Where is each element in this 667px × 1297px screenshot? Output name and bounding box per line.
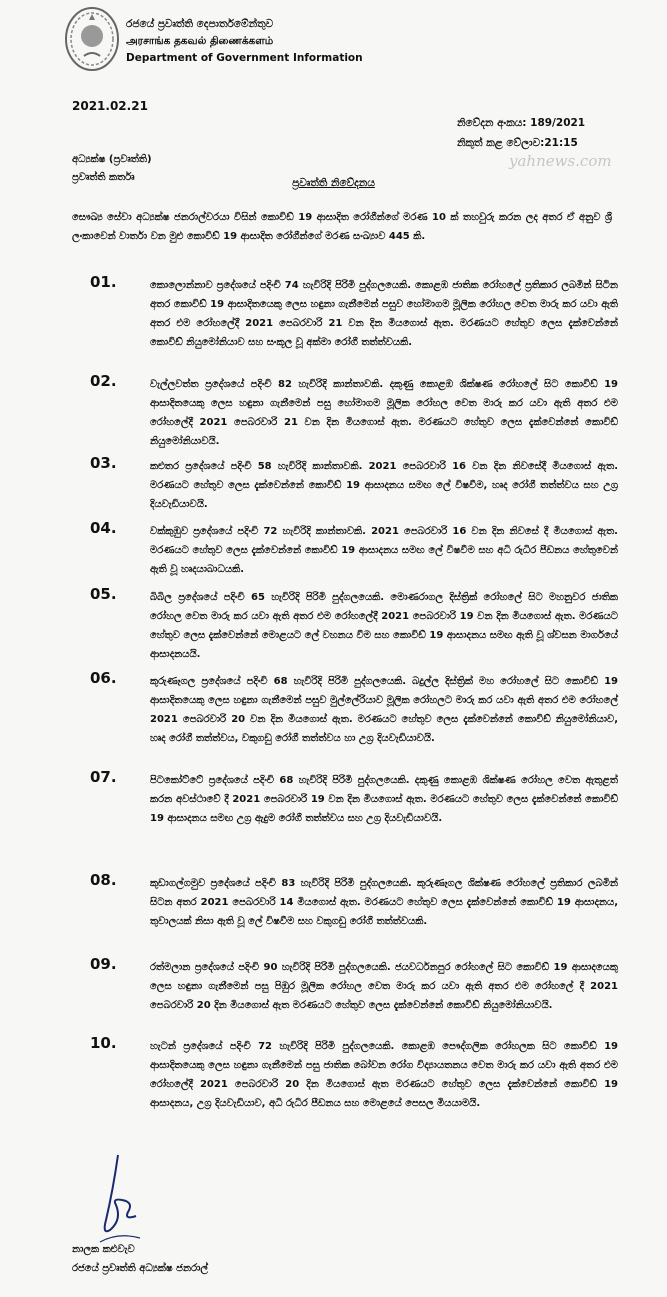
- item-number: 09.: [90, 955, 117, 973]
- signatory-title: රජයේ ප්‍රවෘත්ති අධ්‍යක්ෂ ජනරාල්: [72, 1263, 209, 1274]
- signatory-name: නාලක කළුවැව: [72, 1244, 135, 1255]
- intro-paragraph: සෞඛ්‍ය සේවා අධ්‍යක්ෂ ජනරාල්වරයා විසින් කොවිඩ් 19 ආසාදිත රෝගීන්ගේ මරණ 10 ක් තහවුරු කරන ලද අතර ඒ අනුව ශ්‍රී ලංකාවෙන් වාර්තා වන මුළු කොවිඩ් 19 ආසාදිත රෝගීන්ගේ මරණ සංඛ්‍යාව 445 කි.: [72, 212, 612, 242]
- release-date: 2021.02.21: [72, 99, 148, 113]
- addressee: ප්‍රවෘත්ති කර්තෘ: [72, 172, 135, 183]
- issued-time: නිකුත් කළ වේලාව:21:15: [457, 137, 578, 149]
- watermark: yahnews.com: [509, 152, 612, 170]
- document-heading: ප්‍රවෘත්ති නිවේදනය: [292, 177, 375, 189]
- state-emblem-icon: [64, 6, 120, 72]
- letterhead-english: Department of Government Information: [126, 52, 363, 64]
- item-number: 02.: [90, 372, 117, 390]
- letterhead: [64, 6, 384, 74]
- item-text: රත්මලාන ප්‍රදේශයේ පදිංචි 90 හැවිරිදි පිරිමි පුද්ගලයෙකි. ජයවර්ධනපුර රෝහලේ සිට කොවිඩ් 19 ආසාදයෙකු ලෙස හඳුනා ගැනීමෙන් පසු පිඹුර මූලික රෝහල වෙත මාරු කර යවා ඇති අතර එම රෝහලේ දී 2021 පෙබරවාරි 20 දින මියගොස් ඇත මරණයට හේතුව ලෙස දැක්වෙන්නේ කොවිඩ් නියුමෝනියාවයි.: [150, 962, 618, 1011]
- item-text: කුරුණෑගල ප්‍රදේශයේ පදිංචි 68 හැවිරිදි පිරිමි පුද්ගලයෙකි. බදුල්ල දිස්ත්‍රික් මහ රෝහලේ සිට කොවිඩ් 19 ආසාදිතයෙකු ලෙස හඳුනා ගැනීමෙන් පසුව මුල්ලේරියාව මූලික රෝහලට මාරු කර යවා ඇති අතර එම රෝහලේ 2021 පෙබරවාරි 20 වන දින මියගොස් ඇත. මරණයට හේතුව ලෙස දැක්වෙන්නේ කොවිඩ් නියුමෝනියාව, හෘද රෝගී තත්ත්වය, වකුගඩු රෝගී තත්ත්වය හා උග්‍ර දියවැඩියාවයි.: [150, 676, 618, 744]
- letterhead-tamil: அரசாங்க தகவல் திணைக்களம்: [126, 35, 274, 47]
- item-number: 04.: [90, 519, 117, 537]
- item-text: කොලොන්නාව ප්‍රදේශයේ පදිංචි 74 හැවිරිදි පිරිමි පුද්ගලයෙකි. කොළඹ ජාතික රෝහලේ ප්‍රතිකාර ලබමින් සිටින අතර කොවිඩ් 19 ආසාදිතයෙකු ලෙස හඳුනා ගැනීමෙන් පසුව හෝමාගම මූලික රෝහල වෙත මාරු කර යවා ඇති අතර එම රෝහලේදී 2021 පෙබරවාරි 21 වන දින මියගොස් ඇත. මරණයට හේතුව ලෙස දැක්වෙන්නේ කොවිඩ් නියුමෝනියාව සහ සංකූල වූ අක්මා රෝගී තත්ත්වයකි.: [150, 280, 618, 348]
- signatory-block: [72, 1240, 208, 1278]
- reference-block: [457, 113, 585, 153]
- item-number: 05.: [90, 585, 117, 603]
- signature-image: [88, 1150, 148, 1250]
- addressee: අධ්‍යක්ෂ (ප්‍රවෘත්ති): [72, 154, 152, 165]
- item-text: හැටන් ප්‍රදේශයේ පදිංචි 72 හැවිරිදි පිරිමි පුද්ගලයෙකි. කොළඹ පෞද්ගලික රෝහලක සිට කොවිඩ් 19 ආසාදිතයෙකු ලෙස හඳුනා ගැනීමෙන් පසු ජාතික බෝවන රෝග විද්‍යායතනය වෙත මාරු කර යවා ඇති අතර එම රෝහලේදී 2021 පෙබරවාරි 20 දින මියගොස් ඇත මරණයට හේතුව ලෙස දැක්වෙන්නේ කොවිඩ් 19 ආසාදනය, උග්‍ර දියවැඩියාව, අධි රුධිර පීඩනය සහ මොළයේ පෙසල මියයාමයි.: [150, 1041, 618, 1109]
- item-number: 07.: [90, 768, 117, 786]
- item-number: 08.: [90, 871, 117, 889]
- item-number: 10.: [90, 1034, 117, 1052]
- item-text: කුඩාගල්ගමුව ප්‍රදේශයේ පදිංචි 83 හැවිරිදි පිරිමි පුද්ගලයෙකි. කුරුණෑගල ශික්ෂණ රෝහලේ ප්‍රතිකාර ලබමින් සිටන අතර 2021 පෙබරවාරි 14 මියගොස් ඇත. මරණයට හේතුව ලෙස දැක්වෙන්නේ කොවිඩ් 19 ආසාදනය, තුවාලයක් නිසා ඇති වූ ලේ විෂවීම සහ වකුගඩු රෝගී තත්ත්වයකි.: [150, 878, 618, 927]
- item-text: වක්කුඹුව ප්‍රදේශයේ පදිංචි 72 හැවිරිදි කාන්තාවකි. 2021 පෙබරවාරි 16 වන දින නිවසේ දී මියගොස් ඇත. මරණයට හේතුව ලෙස දැක්වෙන්නේ කොවිඩ් 19 ආසාදනය සමඟ ලේ විෂවීම සහ අධි රුධිර පීඩනය හේතුවෙන් ඇති වූ හෘදයාබාධයකි.: [150, 526, 618, 575]
- item-text: වැල්ලවත්ත ප්‍රදේශයේ පදිංචි 82 හැවිරිදි කාන්තාවකි. දකුණු කොළඹ ශික්ෂණ රෝහලේ සිට කොවිඩ් 19 ආසාදිතයෙකු ලෙස හඳුනා ගැනීමෙන් පසු හෝමාගම මූලික රෝහල වෙත මාරු කර යවා ඇති අතර එම රෝහලේදී 2021 පෙබරවාරි 21 වන දින මියගොස් ඇත. මරණයට හේතුව ලෙස දැක්වෙන්නේ කොවිඩ් නියුමෝනියාවයි.: [150, 379, 618, 447]
- release-number: නිවේදන අංකය: 189/2021: [457, 117, 586, 129]
- item-text: පිටකෝට්ටේ ප්‍රදේශයේ පදිංචි 68 හැවිරිදි පිරිමි පුද්ගලයෙකි. දකුණු කොළඹ ශික්ෂණ රෝහල වෙත ඇතුළත් කරන අවස්ථාවේ දී 2021 පෙබරවාරි 19 වන දින මියගොස් ඇත. මරණයට හේතුව ලෙස දැක්වෙන්නේ කොවිඩ් 19 ආසාදනය සමඟ උග්‍ර ඇදුම රෝගී තත්ත්වය සහ උග්‍ර දියවැඩියාවයි.: [150, 775, 618, 824]
- item-text: කළුතර ප්‍රදේශයේ පදිංචි 58 හැවිරිදි කාන්තාවකි. 2021 පෙබරවාරි 16 වන දින නිවසේදී මියගොස් ඇත. මරණයට හේතුව ලෙස දැක්වෙන්නේ කොවිඩ් 19 ආසාදනය සමඟ ලේ විෂවීම, හෘද රෝගී තත්ත්වය සහ උග්‍ර දියවැඩියාවයි.: [150, 461, 618, 510]
- letterhead-sinhala: රජයේ ප්‍රවෘත්ති දෙපාර්තමේන්තුව: [126, 18, 274, 30]
- item-text: බිබිල ප්‍රදේශයේ පදිංචි 65 හැවිරිදි පිරිමි පුද්ගලයෙකි. මොණරාගල දිස්ත්‍රික් රෝහලේ සිට මහනුවර ජාතික රෝහල වෙත මාරු කර යවා ඇති අතර එම රෝහලේදී 2021 පෙබරවාරි 19 වන දින මියගොස් ඇත. මරණයට හේතුව ලෙස දැක්වෙන්නේ මොළයට ලේ වහනය වීම සහ කොවිඩ් 19 ආසාදනය සමඟ ඇති වූ ශ්වසන මාර්ගයේ ආසාදනයයි.: [150, 592, 618, 660]
- item-number: 03.: [90, 454, 117, 472]
- item-number: 06.: [90, 669, 117, 687]
- item-number: 01.: [90, 273, 117, 291]
